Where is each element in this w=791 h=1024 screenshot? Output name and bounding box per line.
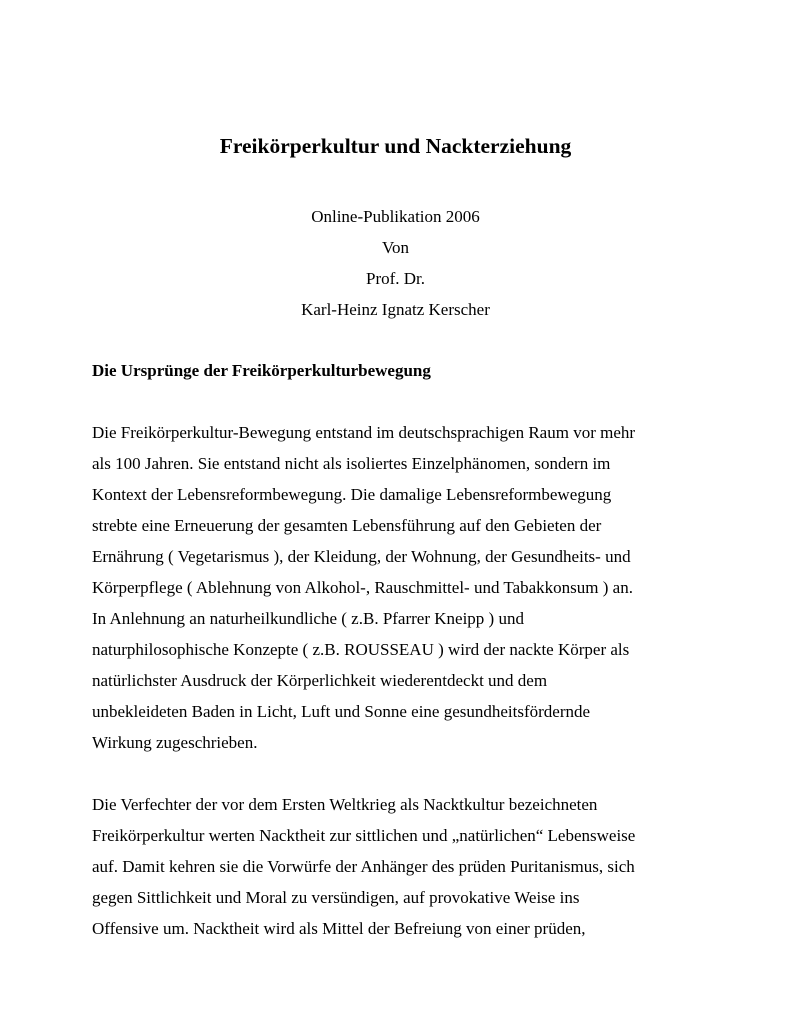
paragraph-line: Freikörperkultur werten Nacktheit zur sittlichen und „natürlichen“ Lebensweise (92, 826, 636, 845)
paragraph-1 (92, 417, 712, 758)
paragraph-line: Offensive um. Nacktheit wird als Mittel der Befreiung von einer prüden, (92, 919, 586, 938)
paragraph-line: naturphilosophische Konzepte ( z.B. ROUSSEAU ) wird der nackte Körper als (92, 640, 630, 659)
document-title: Freikörperkultur und Nackterziehung (219, 134, 572, 158)
paragraph-line: als 100 Jahren. Sie entstand nicht als isoliertes Einzelphänomen, sondern im (92, 454, 611, 473)
paragraph-line: In Anlehnung an naturheilkundliche ( z.B. Pfarrer Kneipp ) und (92, 609, 524, 628)
paragraph-line: Körperpflege ( Ablehnung von Alkohol-, Rauschmittel- und Tabakkonsum ) an. (92, 578, 633, 597)
paragraph-line: Die Freikörperkultur-Bewegung entstand im deutschsprachigen Raum vor mehr (92, 423, 636, 442)
paragraph-line: auf. Damit kehren sie die Vorwürfe der Anhänger des prüden Puritanismus, sich (92, 857, 635, 876)
paragraph-line: Ernährung ( Vegetarismus ), der Kleidung, der Wohnung, der Gesundheits- und (92, 547, 631, 566)
author-title: Prof. Dr. (365, 269, 426, 288)
paragraph-line: Die Verfechter der vor dem Ersten Weltkrieg als Nacktkultur bezeichneten (92, 795, 598, 814)
paragraph-line: Kontext der Lebensreformbewegung. Die damalige Lebensreformbewegung (92, 485, 612, 504)
paragraph-line: unbekleideten Baden in Licht, Luft und Sonne eine gesundheitsfördernde (92, 702, 591, 721)
byline-von: Von (381, 238, 410, 257)
author-name: Karl-Heinz Ignatz Kerscher (301, 300, 490, 319)
publication-line: Online-Publikation 2006 (311, 207, 480, 226)
paragraph-line: natürlichster Ausdruck der Körperlichkeit wiederentdeckt und dem (92, 671, 548, 690)
paragraph-line: strebte eine Erneuerung der gesamten Lebensführung auf den Gebieten der (92, 516, 602, 535)
paragraph-line: Wirkung zugeschrieben. (92, 733, 258, 752)
paragraph-line: gegen Sittlichkeit und Moral zu versündigen, auf provokative Weise ins (92, 888, 580, 907)
paragraph-2 (92, 789, 712, 944)
byline-block (0, 201, 791, 325)
section-heading: Die Ursprünge der Freikörperkulturbewegung (92, 361, 431, 380)
